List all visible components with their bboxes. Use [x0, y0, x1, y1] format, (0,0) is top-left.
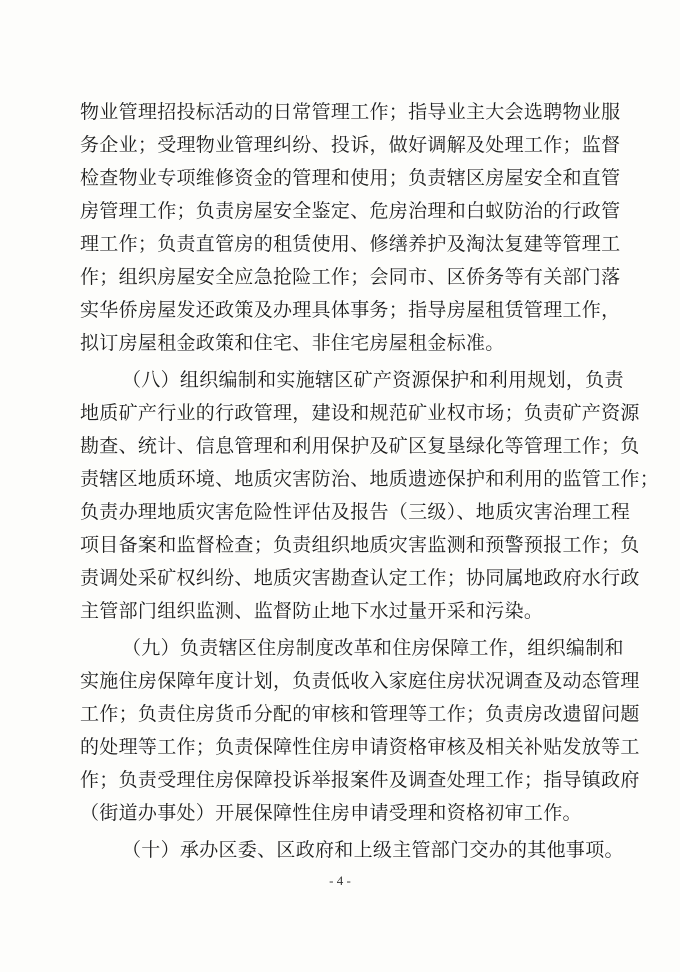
- text-line: 勘查、统计、信息管理和利用保护及矿区复垦绿化等管理工作；负: [80, 435, 640, 457]
- text-line: 实施住房保障年度计划，负责低收入家庭住房状况调查及动态管理: [80, 670, 640, 692]
- document-body: [80, 96, 660, 867]
- paragraph: [80, 96, 621, 360]
- text-line: 理工作；负责直管房的租赁使用、修缮养护及淘汰复建等管理工: [80, 233, 621, 255]
- text-line: 作；负责受理住房保障投诉举报案件及调查处理工作；指导镇政府: [80, 769, 640, 791]
- text-line: 务企业；受理物业管理纠纷、投诉，做好调解及处理工作；监督: [80, 134, 621, 156]
- text-line: 工作；负责住房货币分配的审核和管理等工作；负责房改遗留问题: [80, 703, 640, 725]
- text-line: 负责办理地质灾害危险性评估及报告（三级）、地质灾害治理工程: [80, 501, 631, 523]
- text-line: 地质矿产行业的行政管理，建设和规范矿业权市场；负责矿产资源: [80, 402, 640, 424]
- paragraph: [80, 364, 660, 628]
- text-line: 项目备案和监督检查；负责组织地质灾害监测和预警预报工作；负: [80, 534, 640, 556]
- page-number: - 4 -: [329, 873, 351, 888]
- text-line: 实华侨房屋发还政策及办理具体事务；指导房屋租赁管理工作，: [80, 299, 621, 321]
- paragraph: [80, 834, 624, 867]
- text-line: 责辖区地质环境、地质灾害防治、地质遗迹保护和利用的监管工作；: [80, 468, 660, 490]
- text-line: （十）承办区委、区政府和上级主管部门交办的其他事项。: [122, 839, 624, 861]
- text-line: （八）组织编制和实施辖区矿产资源保护和利用规划，负责: [122, 369, 624, 391]
- text-line: 物业管理招投标活动的日常管理工作；指导业主大会选聘物业服: [80, 101, 621, 123]
- text-line: 主管部门组织监测、监督防止地下水过量开采和污染。: [80, 600, 544, 622]
- text-line: 责调处采矿权纠纷、地质灾害勘查认定工作；协同属地政府水行政: [80, 567, 640, 589]
- text-line: 拟订房屋租金政策和住宅、非住宅房屋租金标准。: [80, 332, 505, 354]
- text-line: （九）负责辖区住房制度改革和住房保障工作，组织编制和: [122, 637, 624, 659]
- paragraph: [80, 632, 640, 830]
- text-line: 房管理工作；负责房屋安全鉴定、危房治理和白蚁防治的行政管: [80, 200, 621, 222]
- text-line: 检查物业专项维修资金的管理和使用；负责辖区房屋安全和直管: [80, 167, 621, 189]
- text-line: 的处理等工作；负责保障性住房申请资格审核及相关补贴发放等工: [80, 736, 640, 758]
- text-line: （街道办事处）开展保障性住房申请受理和资格初审工作。: [80, 802, 582, 824]
- text-line: 作；组织房屋安全应急抢险工作；会同市、区侨务等有关部门落: [80, 266, 621, 288]
